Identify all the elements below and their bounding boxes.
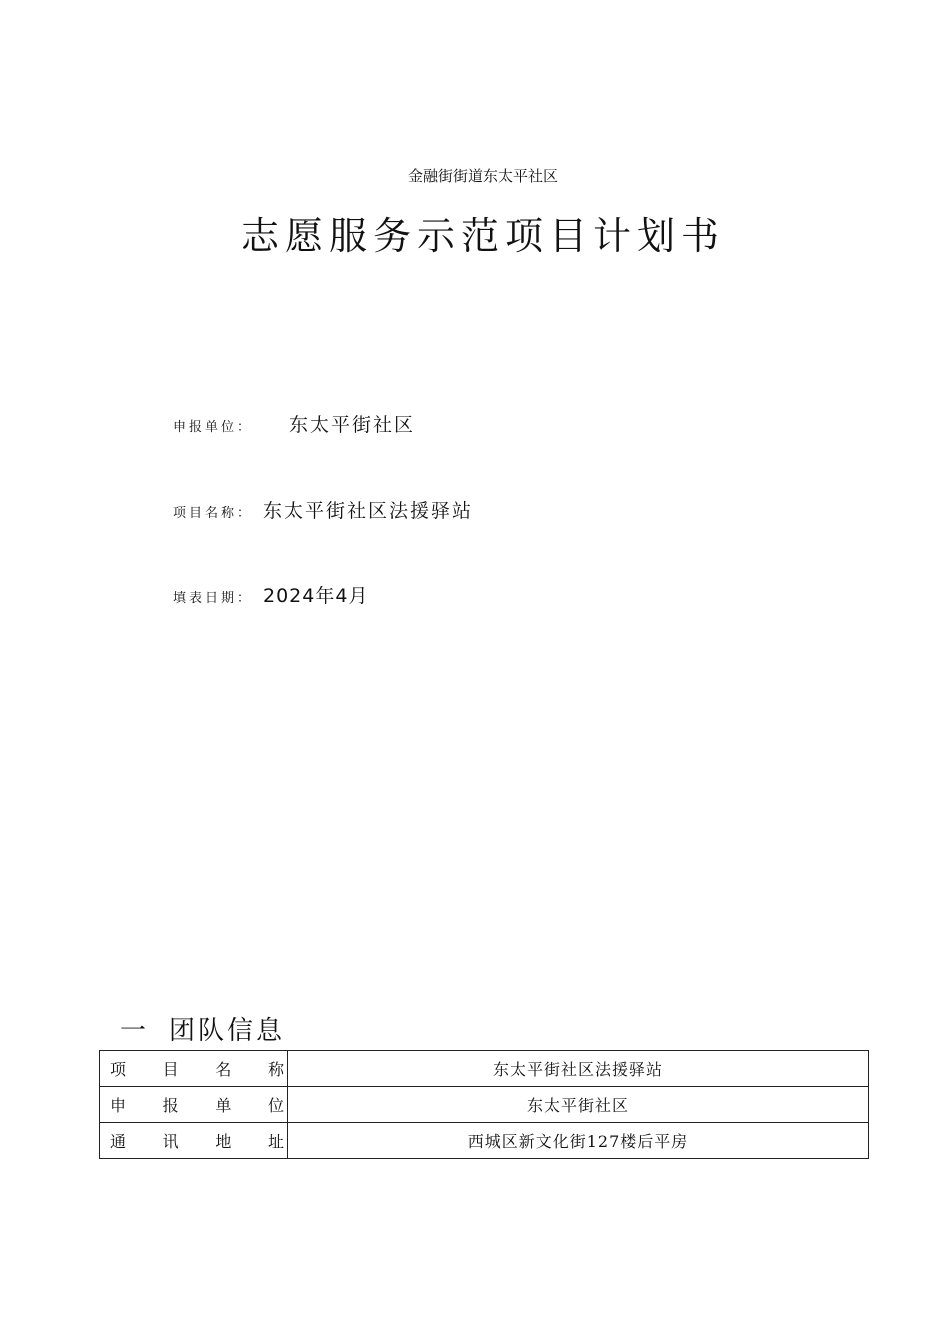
- table-label-cell: [100, 1087, 288, 1123]
- label-char: 讯: [162, 1132, 179, 1151]
- label-char: 位: [267, 1096, 284, 1115]
- table-row: [100, 1051, 869, 1087]
- field-applicant-unit: [173, 410, 415, 437]
- table-value-cell: 东太平街社区法援驿站: [288, 1051, 869, 1087]
- field-value: 东太平街社区法援驿站: [263, 500, 474, 522]
- document-subtitle: 金融街街道东太平社区: [407, 167, 558, 185]
- table-label-cell: [100, 1123, 288, 1159]
- field-project-name: [173, 496, 473, 523]
- table-row: [100, 1123, 869, 1159]
- label-char: 单: [215, 1096, 232, 1115]
- field-label: 申报单位：: [173, 420, 254, 435]
- table-value-cell: 东太平街社区: [288, 1087, 869, 1123]
- label-char: 称: [267, 1060, 284, 1079]
- label-char: 通: [110, 1132, 127, 1151]
- label-char: 申: [110, 1096, 127, 1115]
- table-row: [100, 1087, 869, 1123]
- field-label: 项目名称：: [173, 506, 254, 521]
- section-number: 一: [120, 1016, 150, 1046]
- field-value: 2024年4月: [263, 585, 369, 607]
- section-title: 团队信息: [169, 1016, 286, 1046]
- team-info-table: [99, 1050, 869, 1159]
- document-title: 志愿服务示范项目计划书: [240, 214, 725, 258]
- label-char: 地: [215, 1132, 232, 1151]
- table-label-cell: [100, 1051, 288, 1087]
- field-label: 填表日期：: [173, 591, 254, 606]
- label-char: 报: [162, 1096, 179, 1115]
- field-value: 东太平街社区: [289, 414, 416, 436]
- section-heading-team-info: [120, 1010, 285, 1047]
- label-char: 址: [267, 1132, 284, 1151]
- table-value-cell: 西城区新文化街127楼后平房: [288, 1123, 869, 1159]
- field-fill-date: [173, 581, 368, 608]
- label-char: 目: [162, 1060, 179, 1079]
- label-char: 名: [215, 1060, 232, 1079]
- label-char: 项: [110, 1060, 127, 1079]
